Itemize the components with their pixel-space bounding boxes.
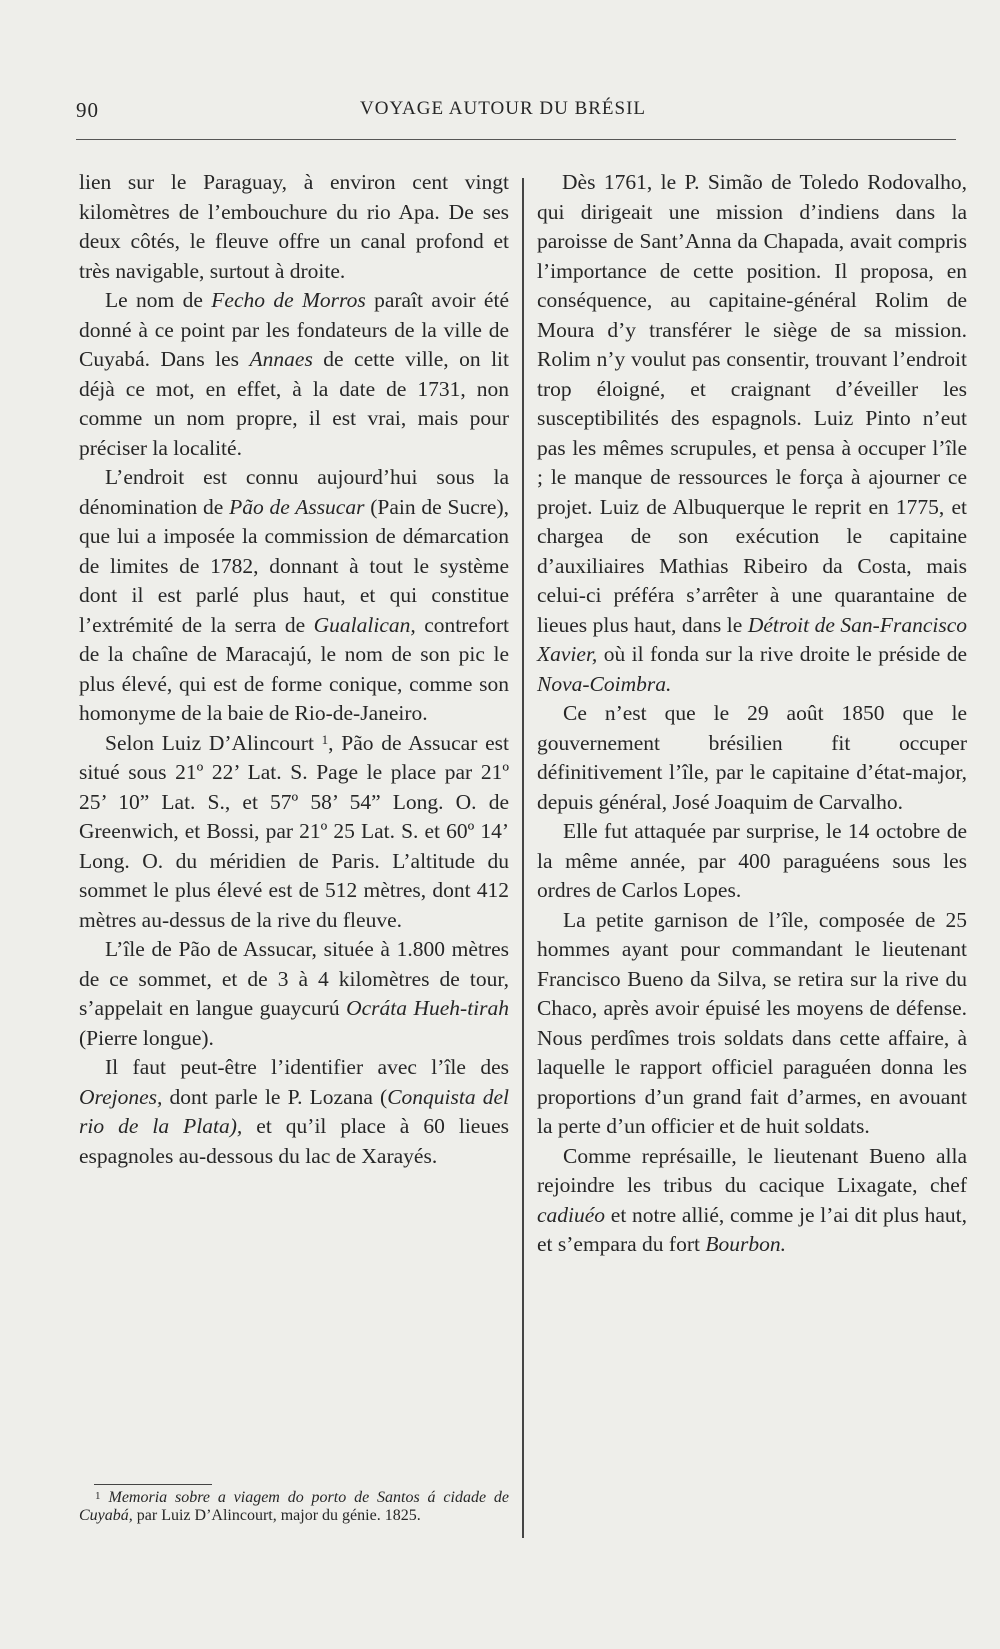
paragraph-continued: lien sur le Paraguay, à environ cent vingt kilomètres de l’embouchure du rio Apa. De ses deux côtés, le fleuve offre un canal profond et très navigable, surtout à droite. bbox=[79, 170, 509, 283]
footnote bbox=[79, 1487, 509, 1525]
paragraph-orejones: Il faut peut-être l’identifier avec l’île des Orejones, dont parle le P. Lozana (Conquista del rio de la Plata), et qu’il place à 60 lieues espagnoles au-dessous du lac de Xarayés. bbox=[79, 1055, 510, 1168]
header-rule bbox=[76, 139, 956, 140]
footnote-text: par Luiz D’Alincourt, major du génie. 1825. bbox=[132, 1507, 421, 1524]
column-divider bbox=[522, 178, 524, 1538]
footnote-rule bbox=[94, 1484, 212, 1485]
paragraph-1850: Ce n’est que le 29 août 1850 que le gouvernement brésilien fit occuper définitivement l’île, par le capitaine d’état-major, depuis général, José Joaquim de Carvalho. bbox=[537, 701, 967, 814]
footnote-title: Memoria sobre a viagem do porto de Santos á cidade de Cuyabá, bbox=[79, 1489, 509, 1524]
footnote-number: 1 bbox=[95, 1490, 101, 1502]
paragraph-1761: Dès 1761, le P. Simão de Toledo Rodovalho, qui dirigeait une mission d’indiens dans la paroisse de Sant’Anna da Chapada, avait compris l’importance de cette position. Il proposa, en conséquence, au capitaine-général Rolim de Moura d’y transférer le siège de sa mission. Rolim n’y voulut pas consentir, trouvant l’endroit trop éloigné, et craignant d’éveiller les susceptibilités des espagnols. Luiz Pinto n’eut pas les mêmes scrupules, et pensa à occuper l’île ; le manque de ressources le força à ajourner ce projet. Luiz de Albuquerque le reprit en 1775, et chargea de son exécution le capitaine d’auxiliaires Mathias Ribeiro da Costa, mais celui-ci préféra s’arrêter à une quarantaine de lieues plus haut, dans le Détroit de San-Francisco Xavier, où il fonda sur la rive droite le préside de Nova-Coimbra. bbox=[537, 170, 967, 696]
paragraph-reprisal: Comme représaille, le lieutenant Bueno alla rejoindre les tribus du cacique Lixagate, chef cadiuéo et notre allié, comme je l’ai dit plus haut, et s’empara du fort Bourbon. bbox=[537, 1143, 967, 1256]
paragraph-fecho-de-morros: Le nom de Fecho de Morros paraît avoir été donné à ce point par les fondateurs de la ville de Cuyabá. Dans les Annaes de cette ville, on lit déjà ce mot, en effet, à la date de 1731, non comme un nom propre, il est vrai, mais pour préciser la localité. bbox=[79, 288, 509, 460]
paragraph-coordinates: Selon Luiz D’Alincourt $^1$, Pão de Assucar est situé sous 21º 22’ Lat. S. Page le place par 21º 25’ 10” Lat. S., et 57º 58’ 54” Long. O. de Greenwich, et Bossi, par 21º 25 Lat. S. et 60º 14’ Long. O. du méridien de Paris. L’altitude du sommet le plus élevé est de 512 mètres, dont 412 mètres au-dessus de la rive du fleuve. bbox=[79, 730, 509, 932]
right-column bbox=[537, 168, 967, 1260]
paragraph-pao-de-assucar: L’endroit est connu aujourd’hui sous la dénomination de Pão de Assucar (Pain de Sucre), que lui a imposée la commission de démarcation de limites de 1782, donnant à tout le système dont il est parlé plus haut, et qui constitue l’extrémité de la serra de Gualalican, contrefort de la chaîne de Maracajú, le nom de son pic le plus élevé, qui est de forme conique, comme son homonyme de la baie de Rio-de-Janeiro. bbox=[79, 465, 509, 725]
running-title: VOYAGE AUTOUR DU BRÉSIL bbox=[360, 98, 647, 119]
footnote-marker: 1 bbox=[321, 731, 329, 747]
running-head bbox=[76, 98, 956, 126]
page-number: 90 bbox=[76, 98, 99, 122]
paragraph-garrison: La petite garnison de l’île, composée de 25 hommes ayant pour commandant le lieutenant Francisco Bueno da Silva, se retira sur la rive du Chaco, après avoir épuisé les moyens de défense. Nous perdîmes trois soldats dans cette affaire, à laquelle le rapport officiel paraguéen donna les proportions d’un grand fait d’armes, en avouant la perte d’un officier et de huit soldats. bbox=[537, 907, 967, 1138]
left-column bbox=[79, 168, 509, 1171]
paragraph-island: L’île de Pão de Assucar, située à 1.800 mètres de ce sommet, et de 3 à 4 kilomètres de tour, s’appelait en langue guaycurú Ocráta Hueh-tirah (Pierre longue). bbox=[79, 937, 510, 1050]
paragraph-attack: Elle fut attaquée par surprise, le 14 octobre de la même année, par 400 paraguéens sous les ordres de Carlos Lopes. bbox=[537, 819, 967, 902]
